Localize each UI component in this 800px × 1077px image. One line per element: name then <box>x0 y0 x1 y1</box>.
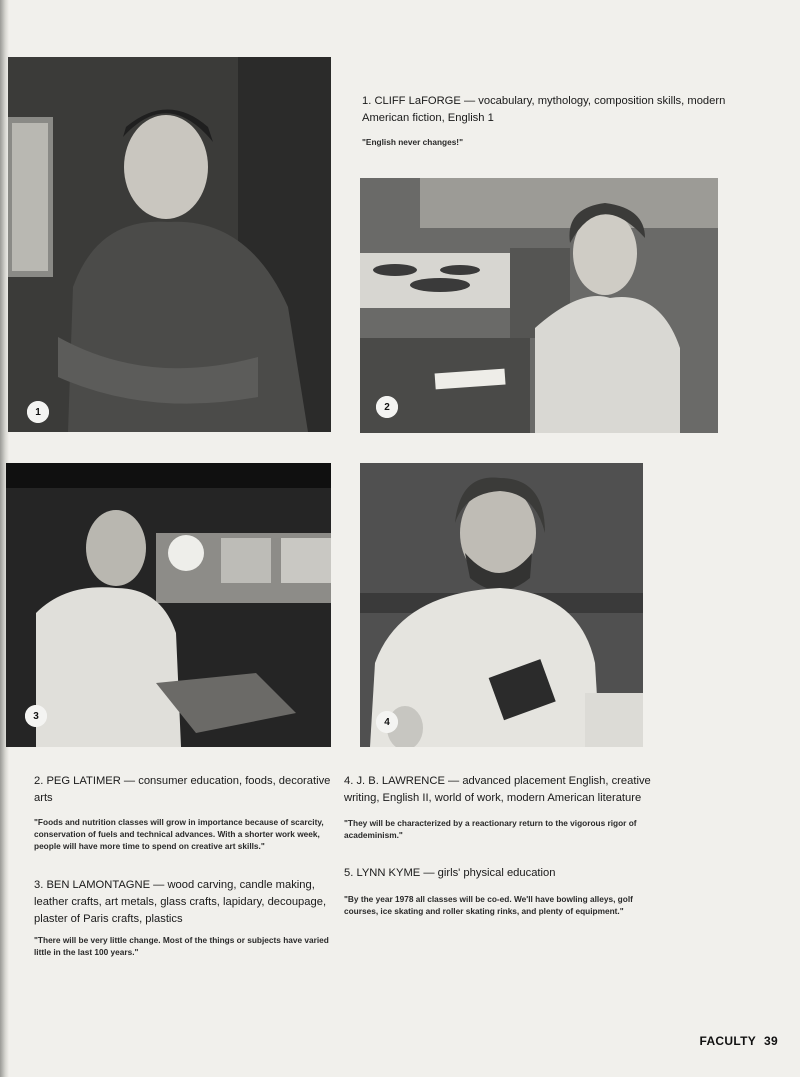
photo-cliff-laforge <box>8 57 331 432</box>
faculty-1-quote: "English never changes!" <box>362 137 464 147</box>
faculty-5-header: 5. LYNN KYME — girls' physical education <box>344 867 556 879</box>
faculty-4-quote: "They will be characterized by a reactionary return to the vigorous rigor of academinism." <box>344 818 637 840</box>
photo-ben-lamontagne <box>6 463 331 747</box>
faculty-2-header: 2. PEG LATIMER — consumer education, foods, decorative arts <box>34 775 331 804</box>
photo-number-badge: 2 <box>376 396 398 418</box>
page-footer <box>700 1034 779 1048</box>
photo-number-badge: 4 <box>376 711 398 733</box>
photo-number-badge: 3 <box>25 705 47 727</box>
photo-4-illustration <box>360 463 643 747</box>
faculty-1-header: 1. CLIFF LaFORGE — vocabulary, mythology, composition skills, modern American fiction, English 1 <box>362 95 726 124</box>
faculty-4-header: 4. J. B. LAWRENCE — advanced placement English, creative writing, English II, world of work, modern American literature <box>344 775 651 804</box>
photo-3-illustration <box>6 463 331 747</box>
page-number: 39 <box>764 1034 778 1048</box>
photo-jb-lawrence <box>360 463 643 747</box>
faculty-3-quote: "There will be very little change. Most of the things or subjects have varied little in the last 100 years." <box>34 935 329 957</box>
faculty-2-quote: "Foods and nutrition classes will grow in importance because of scarcity, conservation of fuels and technical advances. With a shorter work week, people will have more time to spend on creative art skills." <box>34 817 324 851</box>
section-label: FACULTY <box>699 1034 757 1048</box>
photo-1-illustration <box>8 57 331 432</box>
photo-number-badge: 1 <box>27 401 49 423</box>
faculty-3-header: 3. BEN LAMONTAGNE — wood carving, candle making, leather crafts, art metals, glass crafts, lapidary, decoupage, plaster of Paris crafts, plastics <box>34 879 327 925</box>
faculty-5-quote: "By the year 1978 all classes will be co-ed. We'll have bowling alleys, golf courses, ice skating and roller skating rinks, and plenty of equipment." <box>344 894 633 916</box>
photo-2-illustration <box>360 178 718 433</box>
photo-peg-latimer <box>360 178 718 433</box>
